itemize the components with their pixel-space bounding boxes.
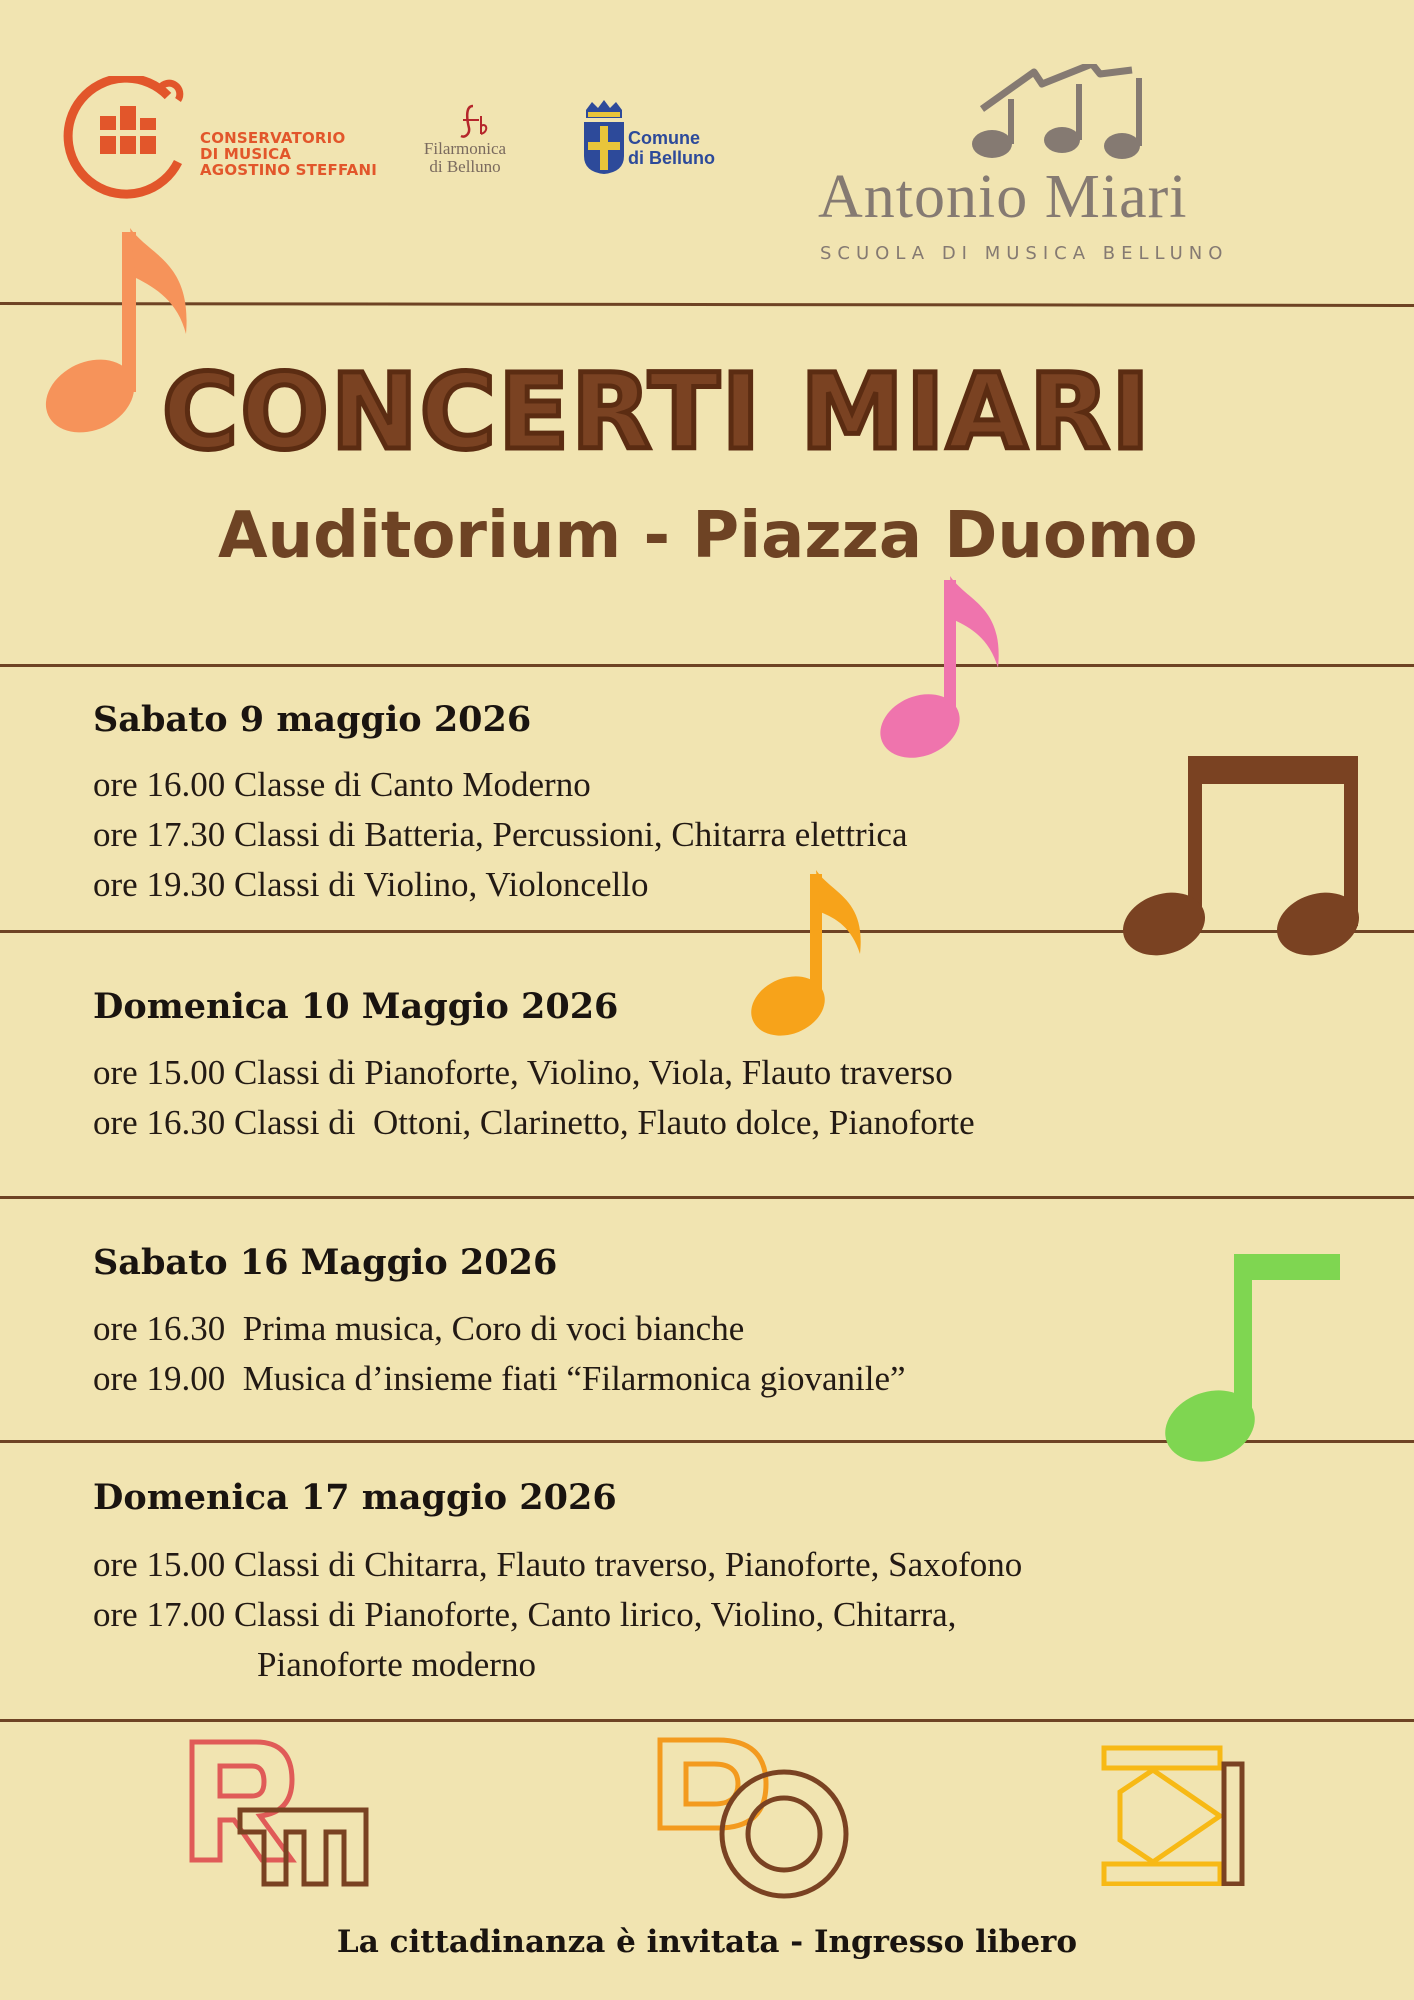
- footer-invitation: La cittadinanza è invitata - Ingresso libero: [336, 1924, 1078, 1960]
- music-notes-logo-icon: [972, 64, 1162, 164]
- schedule-line: ore 19.30 Classi di Violino, Violoncello: [93, 865, 649, 904]
- conservatorio-line3: AGOSTINO STEFFANI: [200, 161, 378, 179]
- conservatorio-line2: DI MUSICA: [200, 145, 292, 163]
- schedule-line: ore 19.00 Musica d’insieme fiati “Filarmonica giovanile”: [93, 1359, 906, 1398]
- main-subtitle: Auditorium - Piazza Duomo: [218, 499, 1198, 573]
- schedule-line: ore 15.00 Classi di Chitarra, Flauto traverso, Pianoforte, Saxofono: [93, 1545, 1023, 1584]
- staff-line: [0, 664, 1414, 667]
- schedule-line: ore 17.00 Classi di Pianoforte, Canto lirico, Violino, Chitarra,: [93, 1595, 957, 1634]
- re-monogram-icon: [186, 1736, 370, 1888]
- school-name: Antonio Miari: [818, 163, 1188, 231]
- yellow-music-note-icon: [748, 870, 868, 1040]
- comune-line1: Comune: [628, 128, 700, 148]
- green-music-note-icon: [1164, 1252, 1344, 1466]
- filarmonica-line1: Filarmonica: [423, 139, 507, 158]
- filarmonica-emblem: [455, 102, 491, 142]
- mi-monogram-icon: [1100, 1744, 1246, 1886]
- schedule-line: ore 16.30 Prima musica, Coro di voci bianche: [93, 1309, 745, 1348]
- do-monogram-icon: [656, 1736, 852, 1902]
- pink-music-note-icon: [876, 576, 1006, 762]
- schedule-line: ore 16.30 Classi di Ottoni, Clarinetto, Flauto dolce, Pianoforte: [93, 1103, 975, 1142]
- day-heading: Sabato 16 Maggio 2026: [93, 1242, 558, 1283]
- day-heading: Domenica 10 Maggio 2026: [93, 986, 619, 1027]
- schedule-line: ore 17.30 Classi di Batteria, Percussioni, Chitarra elettrica: [93, 815, 908, 854]
- schedule-line: Pianoforte moderno: [257, 1645, 536, 1684]
- main-title: CONCERTI MIARI: [162, 351, 1152, 473]
- conservatorio-line1: CONSERVATORIO: [200, 129, 346, 147]
- conservatorio-emblem: [60, 76, 198, 200]
- coat-of-arms-icon: [582, 100, 626, 176]
- brown-eighth-notes-icon: [1122, 752, 1362, 960]
- staff-line: [0, 1719, 1414, 1722]
- staff-line: [0, 302, 1414, 307]
- staff-line: [0, 1196, 1414, 1199]
- comune-line2: di Belluno: [628, 148, 715, 168]
- day-heading: Sabato 9 maggio 2026: [93, 699, 532, 740]
- filarmonica-line2: di Belluno: [429, 157, 501, 176]
- day-heading: Domenica 17 maggio 2026: [93, 1477, 617, 1518]
- schedule-line: ore 15.00 Classi di Pianoforte, Violino, Viola, Flauto traverso: [93, 1053, 953, 1092]
- school-subtitle: SCUOLA DI MUSICA BELLUNO: [820, 243, 1229, 264]
- schedule-line: ore 16.00 Classe di Canto Moderno: [93, 765, 591, 804]
